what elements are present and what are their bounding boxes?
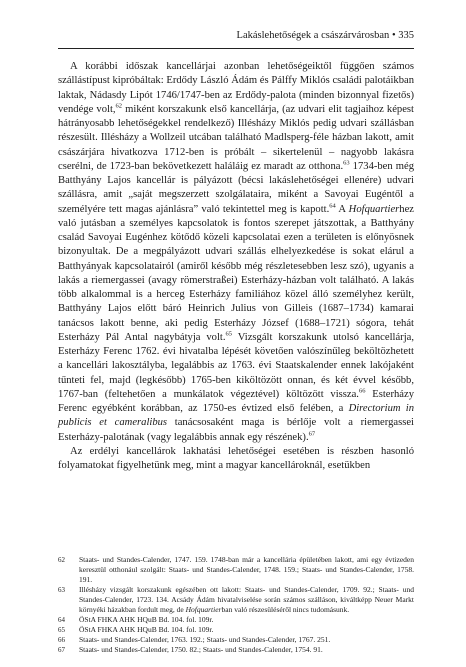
footnote-ref: 64 [329, 201, 336, 209]
footnote-ref: 66 [358, 387, 366, 395]
header-rule [58, 48, 414, 49]
text-run: hez való jutásban a személyes kapcsolatok is fontos szerepet játszottak, a Batthyány család Savoyai Eugénhez kötődő közeli kapcsolatai ezen a területen is előnyösnek bizonyultak. De a megpályázott udvari szállás elhelyezkedése is sokat elárul a Batthyányak kapcsolatairól (amiről később még részletesebben lesz szó), ugyanis a lakás a riemergassei (avagy römerstraßei) Esterházy-házban volt található. A lakás több alkalommal is a herceg Esterházy familiához közel álló személyhez került, Batthyány Lajos előtt báró Heinrich Julius von Gilleis (1687–1734) kamarai tanácsos lakott benne, aki pedig Esterházy József (1688–1721) sógora, tehát Esterházy Pál Antal nagybátyja volt. [58, 203, 414, 343]
footnote-number: 64 [58, 616, 65, 624]
footnotes [58, 555, 414, 655]
footnote [58, 625, 414, 635]
footnote-ref: 62 [115, 102, 123, 110]
footnote-text [79, 585, 414, 615]
footnote-number: 62 [58, 556, 65, 564]
paragraph-2: Az erdélyi kancellárok lakhatási lehetőségei esetében is részben hasonló folyamatokat figyelhetünk meg, mint a magyar kancellároknál, esetükben [58, 445, 414, 471]
italic-term: Directorium in publicis et cameralibus [58, 403, 415, 429]
footnote [58, 585, 414, 615]
footnote-ref: 65 [225, 330, 233, 338]
text-run: 1734-ben még Batthyány Lajos kancellár is pályázott (bécsi lakáslehetőségei ellenére) udvari szállásra, amit „saját megszerzett szolgálataira, miként a Savoyai Eugéntől a személyére tett magas ajánlásra” való tekintettel meg is kapott. [58, 160, 414, 215]
footnote-text: Staats- und Standes-Calender, 1763. 192.; Staats- und Standes-Calender, 1767. 251. [79, 635, 331, 644]
footnote-text: ÖStA FHKA AHK HQuB Bd. 104. fol. 109r. [79, 625, 214, 634]
text-run: A korábbi időszak kancellárjai azonban lehetőségeiktől függően számos szállástípust kipróbáltak: Erdődy László Ádám és Pálffy Miklós családi palotáikban laktak, Nádasdy Lipót 1746/1747-ben az Erdődy-palota (minden bizonnyal fizetős) vendége volt, [58, 61, 414, 115]
italic-term: Hofquartier [185, 605, 222, 614]
text-run: Esterházy Ferenc egyébként korábban, az 1750-es évtized első felében, a [58, 388, 415, 414]
footnote-ref: 63 [343, 159, 350, 167]
footnote [58, 555, 414, 585]
footnote-number: 67 [58, 646, 65, 654]
footnote-text-run: ban való részesüléséről nincs tudomásunk. [221, 605, 350, 614]
footnote [58, 615, 414, 625]
paragraph-1 [58, 60, 414, 445]
footnote [58, 645, 414, 655]
running-header [237, 30, 414, 42]
text-run: tanácsosaként maga is bérlője volt a riemergassei Esterházy-palotának (vagy legalábbis annak egy részének). [58, 417, 414, 443]
italic-term: Hofquartier [348, 203, 400, 215]
footnote-text: Staats- und Standes-Calender, 1750. 82.; Staats- und Standes-Calender, 1754. 91. [79, 645, 323, 654]
running-title: Lakáslehetőségek a császárvárosban [236, 30, 390, 41]
footnote-ref: 67 [308, 429, 316, 437]
footnote-number: 66 [58, 636, 65, 644]
text-run: A [335, 203, 349, 215]
text-run: Vizsgált korszakunk utolsó kancellárja, Esterházy Ferenc 1762. évi hivatalba lépését követően valószínűleg beköltözhetett a kancellári lakosztályba, legalábbis az 1763. évi Staatskalender ennek lakójaként tűnteti fel, majd (legkésőbb) 1765-ben kiköltözött onnan, és két évvel később, 1767-ban (feltehetően a munkálatok végeztével) költözött vissza. [58, 331, 414, 400]
footnote-text-run: Illésházy vizsgált korszakunk egészében ott lakott: Staats- und Standes-Calender, 1709. 92.; Staats- und Standes-Calender, 1723. 134. Acsády Ádám hivatalviselése során számos szálláson, kiváltképp Neuer Markt környéki házakban fordult meg, de [79, 585, 414, 614]
page-number: 335 [398, 30, 414, 41]
footnote-text: ÖStA FHKA AHK HQuB Bd. 104. fol. 109r. [79, 615, 214, 624]
main-text [58, 60, 414, 473]
text-run: miként korszakunk első kancellárja, (az udvari elit tagjaihoz képest hátrányosabb lehetőségekkel rendelkező) Illésházy Miklós pedig udvari szállásban részesült. Illésházy a Wollzeil utcában található Madlsperg-féle házban lakott, amit császárjára hivatkozva 1712-ben is próbált – sikertelenül – nagyobb lakásra cserélni, de 1723-ban bekövetkezett haláláig ez maradt az otthona. [58, 103, 414, 172]
header-separator: • [391, 30, 396, 41]
footnote-number: 65 [58, 626, 65, 634]
footnote-number: 63 [58, 586, 65, 594]
footnote [58, 635, 414, 645]
footnote-text: Staats- und Standes-Calender, 1747. 159. 1748-ban már a kancellária épületében lakott, ami egy évtizeden keresztül otthonául szolgált: Staats- und Standes-Calender, 1748. 159.; Staats- und Standes-Calender, 1758. 191. [79, 555, 414, 584]
